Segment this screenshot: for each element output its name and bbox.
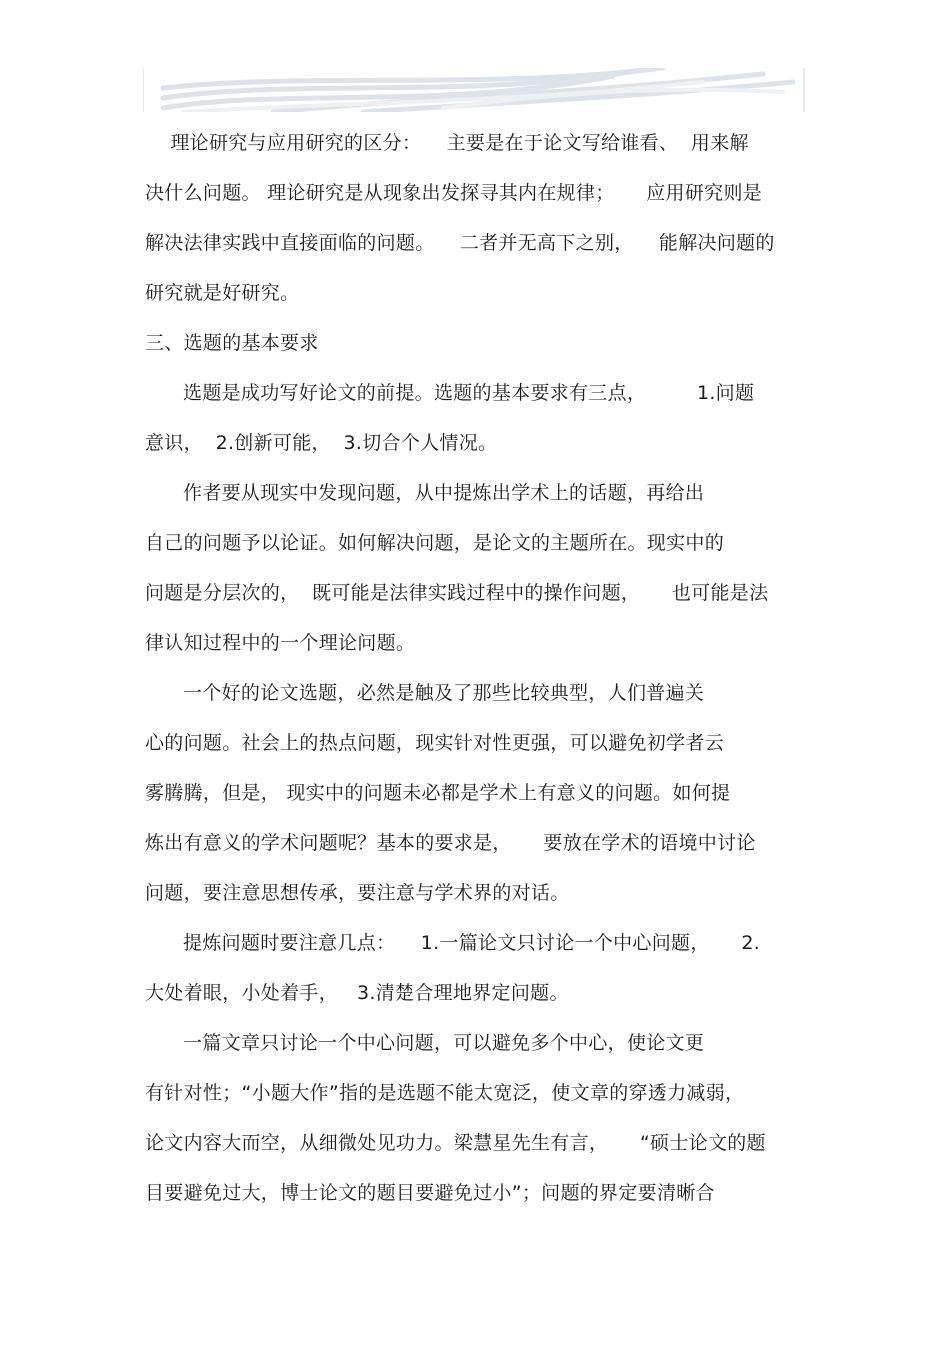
text-line: 一篇文章只讨论一个中心问题，可以避免多个中心，使论文更 [145, 1032, 705, 1054]
text-line: 选题是成功写好论文的前提。选题的基本要求有三点， 1.问题 [145, 382, 755, 404]
text-line: 大处着眼，小处着手， 3.清楚合理地界定问题。 [145, 982, 569, 1004]
header-banner [143, 68, 805, 112]
section-heading: 三、选题的基本要求 [145, 332, 319, 354]
text-line: 有针对性；“小题大作”指的是选题不能太宽泛，使文章的穿透力减弱， [145, 1082, 745, 1104]
text-line: 决什么问题。 理论研究是从现象出发探寻其内在规律； 应用研究则是 [145, 182, 763, 204]
text-line: 论文内容大而空，从细微处见功力。梁慧星先生有言， “硕士论文的题 [145, 1132, 766, 1154]
text-line: 自己的问题予以论证。如何解决问题，是论文的主题所在。现实中的 [145, 532, 725, 554]
text-line: 意识， 2.创新可能， 3.切合个人情况。 [145, 432, 498, 454]
text-line: 炼出有意义的学术问题呢？基本的要求是， 要放在学术的语境中讨论 [145, 832, 756, 854]
text-line: 理论研究与应用研究的区分： 主要是在于论文写给谁看、 用来解 [145, 132, 749, 154]
text-line: 问题，要注意思想传承，要注意与学术界的对话。 [145, 882, 570, 904]
text-line: 解决法律实践中直接面临的问题。 二者并无高下之别， 能解决问题的 [145, 232, 775, 254]
text-line: 心的问题。社会上的热点问题，现实针对性更强，可以避免初学者云 [145, 732, 725, 754]
text-line: 问题是分层次的， 既可能是法律实践过程中的操作问题， 也可能是法 [145, 582, 769, 604]
text-line: 研究就是好研究。 [145, 282, 300, 304]
text-line: 一个好的论文选题，必然是触及了那些比较典型，人们普遍关 [145, 682, 705, 704]
text-line: 作者要从现实中发现问题，从中提炼出学术上的话题，再给出 [145, 482, 705, 504]
text-line: 提炼问题时要注意几点： 1.一篇论文只讨论一个中心问题， 2. [145, 932, 761, 954]
text-line: 律认知过程中的一个理论问题。 [145, 632, 416, 654]
text-line: 目要避免过大，博士论文的题目要避免过小”；问题的界定要清晰合 [145, 1182, 715, 1204]
text-line: 雾腾腾，但是， 现实中的问题未必都是学术上有意义的问题。如何提 [145, 782, 731, 804]
